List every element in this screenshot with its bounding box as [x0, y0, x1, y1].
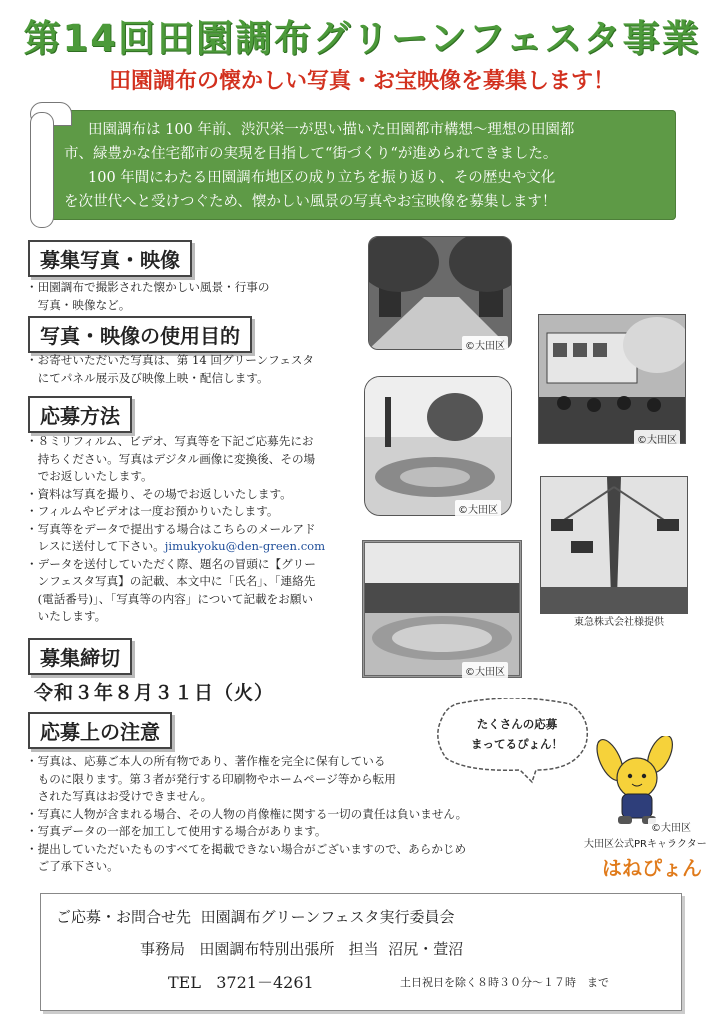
intro-line: 田園調布は 100 年前、渋沢栄一が思い描いた田園都市構想～理想の田園都 — [88, 122, 575, 138]
text-line: でお返しいたします。 — [26, 469, 153, 483]
speech-line: たくさんの応募 — [476, 717, 558, 731]
text-line: ・お寄せいただいた写真は、第 14 回グリーンフェスタ — [26, 353, 314, 367]
email-link[interactable]: jimukyoku@den-green.com — [164, 539, 326, 553]
amusement-ride-illustration — [541, 477, 687, 613]
tokyu-credit: 東急株式会社様提供 — [574, 617, 664, 628]
text-line: された写真はお受けできません。 — [26, 789, 213, 803]
tree-avenue-illustration — [369, 237, 511, 349]
tel-label: TEL — [168, 973, 201, 992]
mascot-name: はねぴょん — [602, 856, 702, 880]
scroll-curl-left-icon — [30, 112, 54, 228]
intro-line: 100 年間にわたる田園調布地区の成り立ちを振り返り、その歴史や文化 — [88, 170, 556, 186]
text-line: ・資料は写真を撮り、その場でお返しいたします。 — [26, 486, 292, 501]
photo-crowd-building — [538, 314, 686, 444]
deadline-date: 令和３年８月３１日（火） — [34, 682, 275, 704]
contact-label: ご応募・お問合せ先 — [56, 908, 192, 926]
photo-credit: ©大田区 — [462, 662, 508, 679]
tel-number[interactable]: 3721－4261 — [216, 973, 314, 992]
mascot-haneppyon-icon — [592, 736, 682, 828]
text-line: 持ちください。写真はデジタル画像に変換後、その場 — [26, 451, 316, 466]
photo-credit: ©大田区 — [455, 500, 501, 517]
text-line — [26, 538, 356, 556]
speech-text — [452, 714, 582, 754]
speech-line: まってるぴょん！ — [471, 737, 563, 751]
crowd-building-illustration — [539, 315, 685, 443]
page-title: 第14回田園調布グリーンフェスタ事業 — [23, 17, 701, 60]
text-line: 写真・映像など。 — [26, 297, 131, 312]
heading-notes: 応募上の注意 — [28, 712, 172, 749]
text-fragment: レスに送付して下さい。 — [26, 539, 165, 553]
heading-purpose: 写真・映像の使用目的 — [28, 316, 252, 353]
text-line: ・田園調布で撮影された懐かしい風景・行事の — [26, 280, 270, 294]
photo-fountain-square — [364, 376, 512, 516]
text-line: ンフェスタ写真】の記載、本文中に「氏名」、「連絡先 — [26, 574, 316, 588]
recruit-text — [26, 279, 336, 314]
text-line: ・写真等をデータで提出する場合はこちらのメールアド — [26, 521, 316, 536]
text-line: ・写真は、応募ご本人の所有物であり、著作権を完全に保有している — [26, 754, 386, 768]
intro-line: 市、緑豊かな住宅都市の実現を目指して“街づくり“が進められてきました。 — [64, 146, 558, 162]
contact-line-1 — [56, 906, 455, 927]
text-line: ・写真に人物が含まれる場合、その人物の肖像権に関する一切の責任は負いません。 — [26, 806, 468, 821]
heading-recruit: 募集写真・映像 — [28, 240, 192, 277]
purpose-text — [26, 352, 356, 387]
heading-deadline: 募集締切 — [28, 638, 132, 675]
heading-method: 応募方法 — [28, 396, 132, 433]
text-line: いたします。 — [26, 609, 107, 623]
text-line: ・８ミリフィルム、ビデオ、写真等を下記ご応募先にお — [26, 434, 314, 448]
photo-credit: ©大田区 — [634, 430, 680, 447]
mascot-credit: ©大田区 — [648, 818, 694, 835]
text-line: ものに限ります。第３者が発行する印刷物やホームページ等から転用 — [26, 771, 396, 786]
text-line: ・提出していただいたものすべてを掲載できない場合がございますので、あらかじめ — [26, 841, 467, 856]
photo-stadium — [362, 540, 522, 678]
mascot-caption: 大田区公式PRキャラクター — [584, 839, 707, 850]
text-line: ・フィルムやビデオは一度お預かりいたします。 — [26, 504, 279, 518]
photo-credit: ©大田区 — [462, 336, 508, 353]
contact-line-2 — [140, 938, 463, 959]
person-name: 沼尻・萱沼 — [388, 940, 464, 958]
stadium-illustration — [365, 543, 519, 675]
photo-amusement-ride — [540, 476, 688, 614]
contact-line-3 — [168, 970, 314, 993]
text-line: ・データを送付していただく際、題名の冒頭に【グリー — [26, 556, 316, 571]
text-line: (電話番号)」、「写真等の内容」について記載をお願い — [26, 591, 314, 606]
text-line: ご了承下さい。 — [26, 859, 119, 873]
text-line: ・写真データの一部を加工して使用する場合があります。 — [26, 824, 327, 838]
photo-tree-avenue — [368, 236, 512, 350]
contact-org: 田園調布グリーンフェスタ実行委員会 — [200, 908, 455, 926]
person-label: 担当 — [348, 940, 379, 958]
fountain-square-illustration — [365, 377, 511, 515]
method-text — [26, 433, 356, 626]
office-hours: 土日祝日を除く８時３０分～１７時 まで — [400, 976, 609, 989]
text-line: にてパネル展示及び映像上映・配信します。 — [26, 370, 269, 385]
office-label: 事務局 — [140, 940, 186, 958]
intro-text — [64, 118, 670, 214]
office-name: 田園調布特別出張所 — [199, 940, 335, 958]
page-subtitle: 田園調布の懐かしい写真・お宝映像を募集します！ — [108, 69, 615, 94]
intro-line: を次世代へと受けつぐため、懐かしい風景の写真やお宝映像を募集します！ — [64, 194, 557, 210]
